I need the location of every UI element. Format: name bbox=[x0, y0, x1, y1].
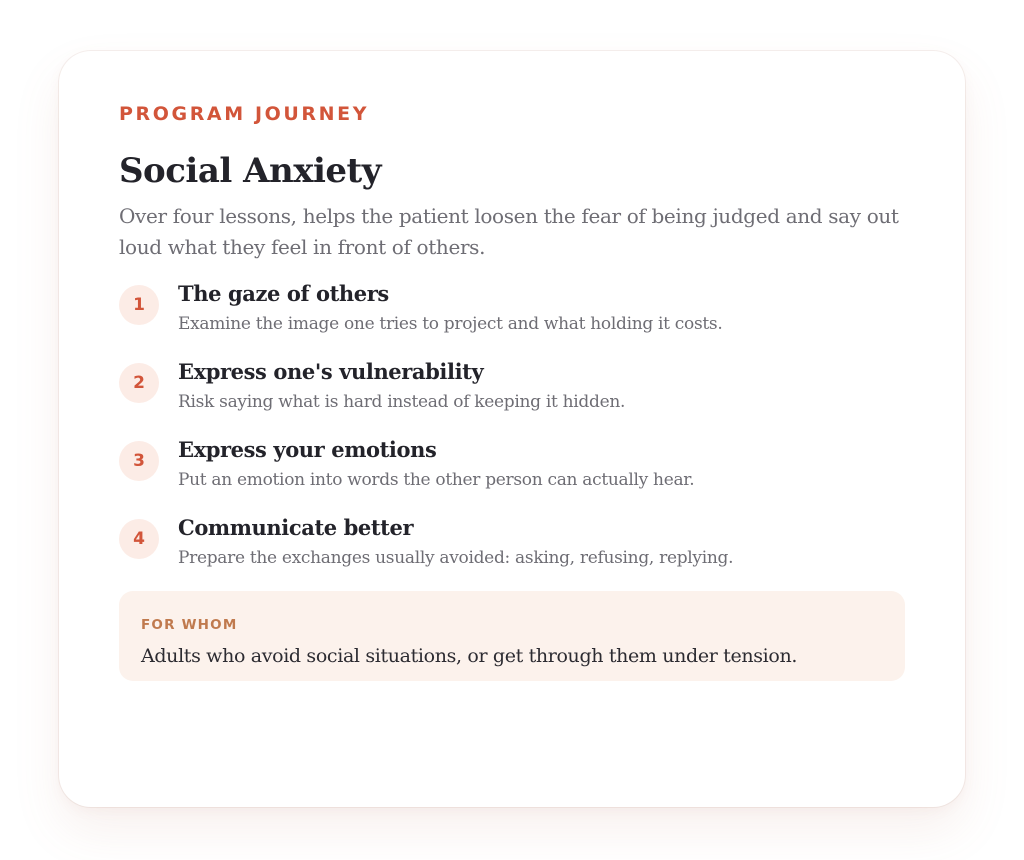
for-whom-text: Adults who avoid social situations, or get through them under tension. bbox=[141, 645, 798, 667]
for-whom-label: FOR WHOM bbox=[141, 617, 238, 633]
program-intro: Over four lessons, helps the patient loosen the fear of being judged and say out loud what they feel in front of others. bbox=[119, 204, 899, 259]
lesson-description: Risk saying what is hard instead of keeping it hidden. bbox=[178, 392, 626, 412]
program-eyebrow: PROGRAM JOURNEY bbox=[119, 103, 370, 125]
lesson-title: Express one's vulnerability bbox=[178, 359, 484, 384]
lesson-description: Put an emotion into words the other person can actually hear. bbox=[178, 470, 695, 490]
lesson-description: Examine the image one tries to project and what holding it costs. bbox=[178, 314, 723, 334]
lesson-item bbox=[119, 435, 905, 513]
lesson-number-badge: 4 bbox=[119, 519, 159, 559]
lesson-description: Prepare the exchanges usually avoided: asking, refusing, replying. bbox=[178, 548, 734, 568]
lesson-item bbox=[119, 279, 905, 357]
program-card bbox=[59, 51, 965, 807]
for-whom-callout bbox=[119, 591, 905, 681]
lesson-number-badge: 3 bbox=[119, 441, 159, 481]
lesson-number-badge: 1 bbox=[119, 285, 159, 325]
lesson-title: Communicate better bbox=[178, 515, 414, 540]
lesson-item bbox=[119, 513, 905, 591]
lesson-list bbox=[119, 279, 905, 591]
lesson-number-badge: 2 bbox=[119, 363, 159, 403]
lesson-title: Express your emotions bbox=[178, 437, 437, 462]
program-title: Social Anxiety bbox=[119, 151, 382, 191]
lesson-title: The gaze of others bbox=[178, 281, 389, 306]
lesson-item bbox=[119, 357, 905, 435]
